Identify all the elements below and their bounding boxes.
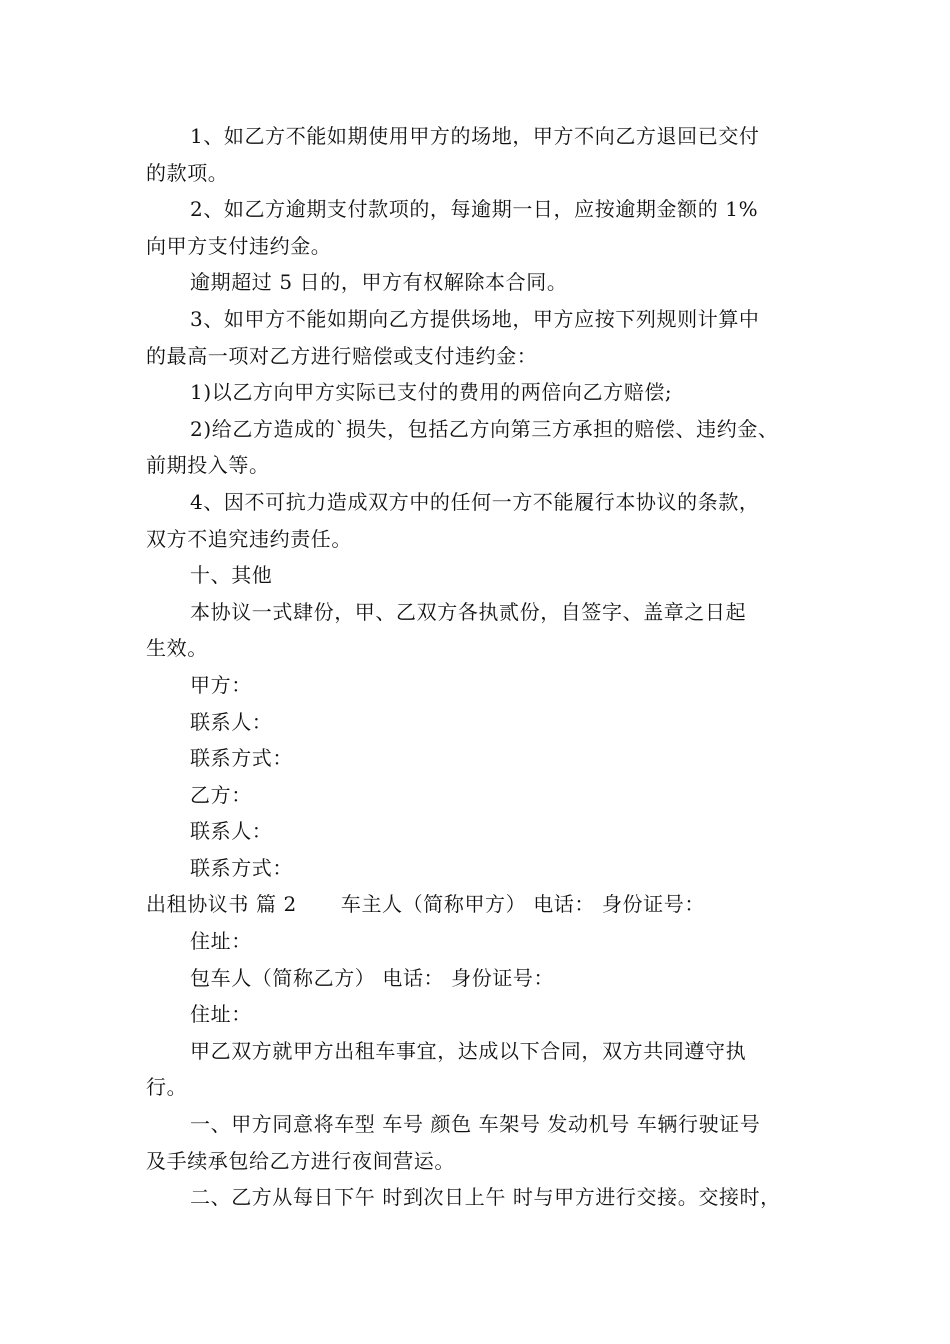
text-line: 一、甲方同意将车型 车号 颜色 车架号 发动机号 车辆行驶证号 xyxy=(190,1112,761,1137)
text-line: 向甲方支付违约金。 xyxy=(146,233,332,258)
second-agreement-body xyxy=(146,923,818,1216)
text-line: 行。 xyxy=(146,1075,188,1100)
section-title: 出租协议书 篇 2 xyxy=(146,892,297,917)
text-line: 逾期超过 5 日的，甲方有权解除本合同。 xyxy=(190,270,568,295)
text-line: 包车人（简称乙方） 电话： 身份证号： xyxy=(190,965,555,990)
text-line: 住址： xyxy=(190,929,252,954)
text-line: 1)以乙方向甲方实际已支付的费用的两倍向乙方赔偿; xyxy=(190,380,673,405)
text-line: 本协议一式肆份，甲、乙双方各执贰份，自签字、盖章之日起 xyxy=(190,599,747,624)
text-line: 及手续承包给乙方进行夜间营运。 xyxy=(146,1148,455,1173)
text-line: 二、乙方从每日下午 时到次日上午 时与甲方进行交接。交接时， xyxy=(190,1185,781,1210)
text-line: 联系方式： xyxy=(190,746,293,771)
text-line: 甲方： xyxy=(190,672,252,697)
contract-clauses xyxy=(146,118,818,886)
text-line: 的最高一项对乙方进行赔偿或支付违约金： xyxy=(146,343,538,368)
text-line: 2)给乙方造成的`损失，包括乙方向第三方承担的赔偿、违约金、 xyxy=(190,416,779,441)
document-page xyxy=(146,118,818,1216)
text-line: 3、如甲方不能如期向乙方提供场地，甲方应按下列规则计算中 xyxy=(190,306,760,331)
text-line: 十、其他 xyxy=(190,563,273,588)
text-line: 4、因不可抗力造成双方中的任何一方不能履行本协议的条款， xyxy=(190,489,760,514)
text-line: 1、如乙方不能如期使用甲方的场地，甲方不向乙方退回已交付 xyxy=(190,124,760,148)
text-line: 前期投入等。 xyxy=(146,453,270,478)
text-line: 2、如乙方逾期支付款项的，每逾期一日，应按逾期金额的 1% xyxy=(190,197,759,222)
text-line: 甲乙双方就甲方出租车事宜，达成以下合同，双方共同遵守执 xyxy=(190,1038,747,1063)
text-line: 乙方： xyxy=(190,782,252,807)
text-line: 联系人： xyxy=(190,819,273,844)
text-line: 双方不追究违约责任。 xyxy=(146,526,352,551)
text-line: 联系方式： xyxy=(190,855,293,880)
text-line: 生效。 xyxy=(146,636,208,661)
section-heading-parties: 车主人（简称甲方） 电话： 身份证号： xyxy=(340,892,705,917)
text-line: 住址： xyxy=(190,1002,252,1027)
section-heading xyxy=(146,886,818,923)
text-line: 的款项。 xyxy=(146,160,229,185)
text-line: 联系人： xyxy=(190,709,273,734)
